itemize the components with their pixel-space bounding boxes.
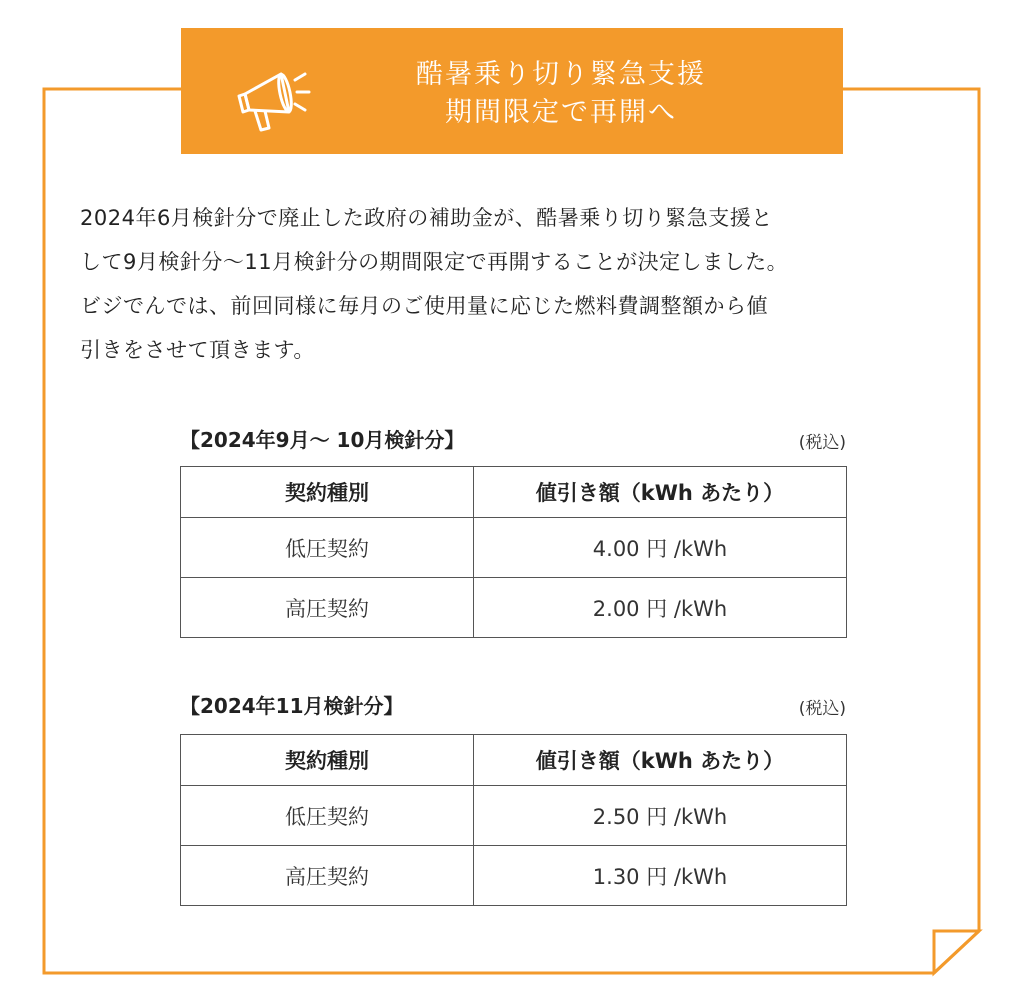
table-row [181,578,847,638]
column-header-contract-type: 契約種別 [181,735,474,786]
section-label-sep-oct: 【2024年9月～ 10月検針分】 [180,428,465,452]
intro-line: ビジでんでは、前回同様に毎月のご使用量に応じた燃料費調整額から値 [80,294,768,318]
tax-note: (税込) [798,433,846,453]
header-banner [181,28,843,154]
intro-line: 2024年6月検針分で廃止した政府の補助金が、酷暑乗り切り緊急支援と [80,206,773,230]
tax-note: (税込) [798,699,846,719]
column-header-contract-type: 契約種別 [181,467,474,518]
discount-cell: 1.30 円 /kWh [474,846,847,906]
table-row [181,518,847,578]
contract-type-cell: 低圧契約 [181,786,474,846]
table-row [181,846,847,906]
rate-table-nov [180,734,847,906]
table-header-row [181,735,847,786]
header-title-line2: 期間限定で再開へ [445,97,677,128]
discount-cell: 2.50 円 /kWh [474,786,847,846]
table-header-row [181,467,847,518]
discount-cell: 2.00 円 /kWh [474,578,847,638]
intro-paragraph [80,196,960,372]
column-header-discount: 値引き額（kWh あたり） [474,467,847,518]
discount-cell: 4.00 円 /kWh [474,518,847,578]
intro-line: 引きをさせて頂きます。 [80,338,315,362]
section-label-nov: 【2024年11月検針分】 [180,694,404,718]
contract-type-cell: 高圧契約 [181,578,474,638]
header-title [331,56,791,132]
intro-line: して9月検針分～11月検針分の期間限定で再開することが決定しました。 [80,250,789,274]
column-header-discount: 値引き額（kWh あたり） [474,735,847,786]
table-row [181,786,847,846]
contract-type-cell: 低圧契約 [181,518,474,578]
megaphone-icon [231,60,311,140]
header-title-line1: 酷暑乗り切り緊急支援 [416,59,706,90]
rate-table-sep-oct [180,466,847,638]
contract-type-cell: 高圧契約 [181,846,474,906]
